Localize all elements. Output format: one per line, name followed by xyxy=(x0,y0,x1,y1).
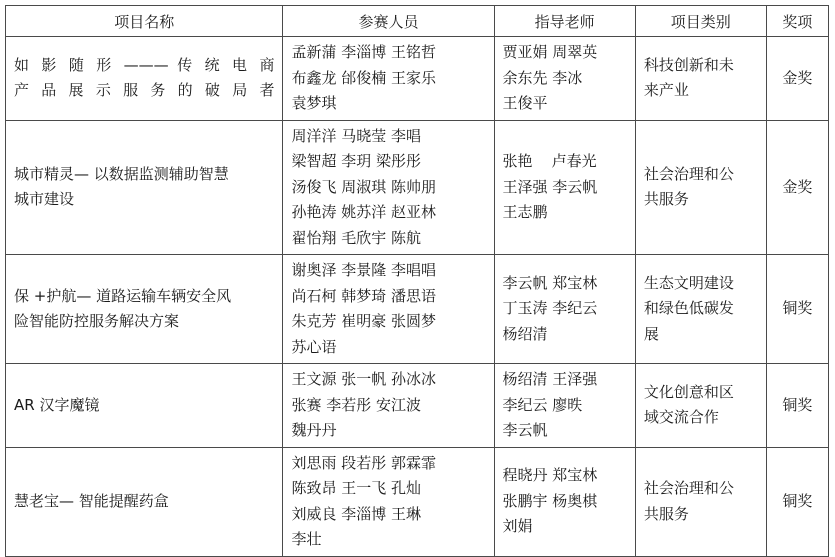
category-line: 共服务 xyxy=(643,504,689,523)
header-advisors: 指导老师 xyxy=(494,6,635,37)
advisor-line: 张鹏宇 杨奥棋 xyxy=(502,491,598,510)
project-name-line: 产 品 展 示 服 务 的 破 局 者 xyxy=(14,81,275,100)
advisor-line: 王俊平 xyxy=(502,94,548,112)
member-line: 谢奥泽 李景隆 李唱唱 xyxy=(291,261,437,279)
member-line: 张赛 李若彤 安江波 xyxy=(291,395,422,414)
category-line: 域交流合作 xyxy=(643,408,719,427)
category-line: 展 xyxy=(643,324,659,343)
advisor-line: 王志鹏 xyxy=(502,203,548,221)
table-row xyxy=(6,255,829,364)
advisor-line: 张艳 卢春光 xyxy=(502,152,597,170)
awards-table xyxy=(5,5,829,557)
category-line: 和绿色低碳发 xyxy=(643,299,734,318)
advisor-line: 杨绍清 xyxy=(502,324,548,343)
project-name-line: 城市建设 xyxy=(14,190,75,209)
advisors-cell xyxy=(494,447,635,556)
advisor-line: 程晓丹 郑宝林 xyxy=(502,466,598,485)
member-line: 周洋洋 马晓莹 李唱 xyxy=(291,126,422,145)
header-category: 项目类别 xyxy=(635,6,766,37)
category-cell xyxy=(635,447,766,556)
category-line: 社会治理和公 xyxy=(643,479,734,497)
member-line: 布鑫龙 邰俊楠 王家乐 xyxy=(291,68,437,87)
award-cell: 铜奖 xyxy=(766,364,828,448)
table-row xyxy=(6,37,829,121)
table-row xyxy=(6,120,829,255)
header-members: 参赛人员 xyxy=(283,6,494,37)
advisors-cell xyxy=(494,120,635,255)
advisor-line: 李云帆 xyxy=(502,421,548,439)
advisor-line: 丁玉涛 李纪云 xyxy=(502,299,598,318)
advisor-line: 杨绍清 王泽强 xyxy=(502,370,598,388)
members-cell xyxy=(283,364,494,448)
member-line: 李壮 xyxy=(291,530,322,548)
category-cell xyxy=(635,37,766,121)
advisors-cell xyxy=(494,364,635,448)
member-line: 孙艳涛 姚苏洋 赵亚林 xyxy=(291,203,437,221)
member-line: 苏心语 xyxy=(291,337,337,356)
award-cell: 金奖 xyxy=(766,120,828,255)
project-name-line: 城市精灵— 以数据监测辅助智慧 xyxy=(14,164,229,183)
project-name-line: AR 汉字魔镜 xyxy=(14,395,100,414)
project-name-cell xyxy=(6,255,283,364)
category-cell xyxy=(635,120,766,255)
member-line: 梁智超 李玥 梁彤彤 xyxy=(291,152,422,170)
project-name-line: 如 影 随 形 ——— 传 统 电 商 xyxy=(14,55,275,74)
table-row xyxy=(6,364,829,448)
member-line: 孟新蒲 李淄博 王铭哲 xyxy=(291,43,437,61)
member-line: 汤俊飞 周淑琪 陈帅朋 xyxy=(291,177,437,196)
advisor-line: 李云帆 郑宝林 xyxy=(502,273,598,292)
member-line: 刘威良 李淄博 王琳 xyxy=(291,504,422,523)
advisors-cell xyxy=(494,37,635,121)
advisor-line: 贾亚娟 周翠英 xyxy=(502,43,598,61)
project-name-line: 险智能防控服务解决方案 xyxy=(14,312,180,330)
member-line: 尚石柯 韩梦琦 潘思语 xyxy=(291,286,437,305)
award-cell: 金奖 xyxy=(766,37,828,121)
category-line: 来产业 xyxy=(643,81,689,100)
category-line: 共服务 xyxy=(643,190,689,209)
category-line: 生态文明建设 xyxy=(643,273,734,292)
advisor-line: 王泽强 李云帆 xyxy=(502,177,598,196)
members-cell xyxy=(283,120,494,255)
advisor-line: 李纪云 廖昳 xyxy=(502,395,583,414)
category-cell xyxy=(635,364,766,448)
project-name-cell xyxy=(6,447,283,556)
members-cell xyxy=(283,447,494,556)
advisor-line: 刘娟 xyxy=(502,517,533,536)
category-line: 科技创新和未 xyxy=(643,55,734,74)
member-line: 王文源 张一帆 孙冰冰 xyxy=(291,370,437,388)
advisors-cell xyxy=(494,255,635,364)
member-line: 刘思雨 段若彤 郭霖霏 xyxy=(291,453,437,472)
header-row xyxy=(6,6,829,37)
member-line: 翟怡翔 毛欣宇 陈航 xyxy=(291,228,422,247)
category-cell xyxy=(635,255,766,364)
member-line: 袁梦琪 xyxy=(291,94,337,112)
category-line: 社会治理和公 xyxy=(643,164,734,183)
members-cell xyxy=(283,37,494,121)
project-name-cell xyxy=(6,364,283,448)
project-name-cell xyxy=(6,37,283,121)
header-award: 奖项 xyxy=(766,6,828,37)
project-name-line: 保 +护航— 道路运输车辆安全风 xyxy=(14,286,232,305)
member-line: 魏丹丹 xyxy=(291,421,337,439)
table-row xyxy=(6,447,829,556)
member-line: 朱克芳 崔明豪 张圆梦 xyxy=(291,312,437,330)
advisor-line: 余东先 李冰 xyxy=(502,68,583,87)
project-name-line: 慧老宝— 智能提醒药盒 xyxy=(14,491,169,510)
members-cell xyxy=(283,255,494,364)
category-line: 文化创意和区 xyxy=(643,382,734,401)
award-cell: 铜奖 xyxy=(766,255,828,364)
project-name-cell xyxy=(6,120,283,255)
header-project-name: 项目名称 xyxy=(6,6,283,37)
member-line: 陈致昂 王一飞 孔灿 xyxy=(291,479,422,497)
award-cell: 铜奖 xyxy=(766,447,828,556)
